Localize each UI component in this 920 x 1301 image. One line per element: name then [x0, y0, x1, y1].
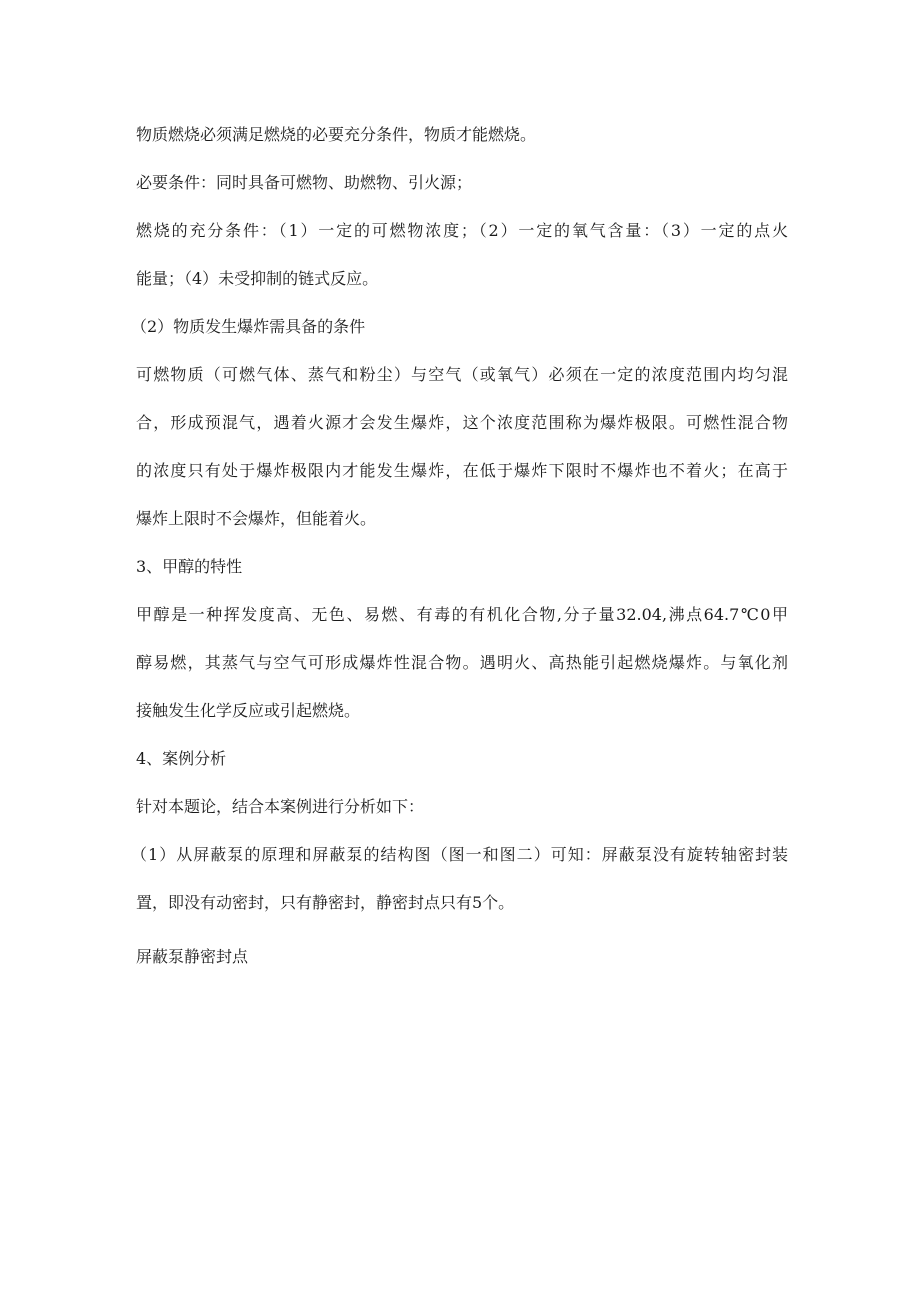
subheading-explosion-conditions: [131, 303, 783, 351]
heading-case-analysis: [136, 735, 788, 783]
text-line: 合，形成预混气，遇着火源才会发生爆炸，这个浓度范围称为爆炸极限。可燃性混合物: [136, 413, 788, 432]
text-line: 置，即没有动密封，只有静密封，静密封点只有5个。: [136, 893, 515, 912]
text-line: （2）物质发生爆炸需具备的条件: [131, 317, 366, 336]
text-line: （1）从屏蔽泵的原理和屏蔽泵的结构图（图一和图二）可知：屏蔽泵没有旋转轴密封装: [131, 845, 788, 864]
text-line: 可燃物质（可燃气体、蒸气和粉尘）与空气（或氧气）必须在一定的浓度范围内均匀混: [136, 365, 788, 384]
paragraph-shielded-pump-analysis: [131, 831, 788, 927]
heading-methanol-properties: [136, 543, 788, 591]
text-line: 燃烧的充分条件：（1）一定的可燃物浓度；（2）一定的氧气含量：（3）一定的点火: [136, 221, 788, 240]
paragraph-sufficient-conditions: [136, 207, 788, 303]
paragraph-explosion-limits: [136, 351, 788, 543]
text-line: 能量；（4）未受抑制的链式反应。: [136, 269, 379, 288]
text-line: 必要条件：同时具备可燃物、助燃物、引火源；: [136, 173, 473, 192]
text-line: 针对本题论，结合本案例进行分析如下：: [136, 797, 425, 816]
text-line: 醇易燃，其蒸气与空气可形成爆炸性混合物。遇明火、高热能引起燃烧爆炸。与氧化剂: [136, 653, 788, 672]
text-line: 接触发生化学反应或引起燃烧。: [136, 701, 361, 720]
text-line: 爆炸上限时不会爆炸，但能着火。: [136, 509, 377, 528]
text-line: 3、甲醇的特性: [136, 557, 243, 576]
paragraph-combustion-intro: [136, 111, 788, 159]
paragraph-necessary-conditions: [136, 159, 788, 207]
text-line: 的浓度只有处于爆炸极限内才能发生爆炸，在低于爆炸下限时不爆炸也不着火；在高于: [136, 461, 788, 480]
text-line: 4、案例分析: [136, 749, 227, 768]
text-line: 物质燃烧必须满足燃烧的必要充分条件，物质才能燃烧。: [136, 125, 537, 144]
text-line: 屏蔽泵静密封点: [136, 947, 249, 966]
paragraph-methanol-description: [136, 591, 788, 735]
text-line: 甲醇是一种挥发度高、无色、易燃、有毒的有机化合物,分子量32.04,沸点64.7℃0甲: [136, 605, 788, 624]
caption-static-seal-points: [136, 933, 788, 981]
paragraph-analysis-intro: [136, 783, 788, 831]
